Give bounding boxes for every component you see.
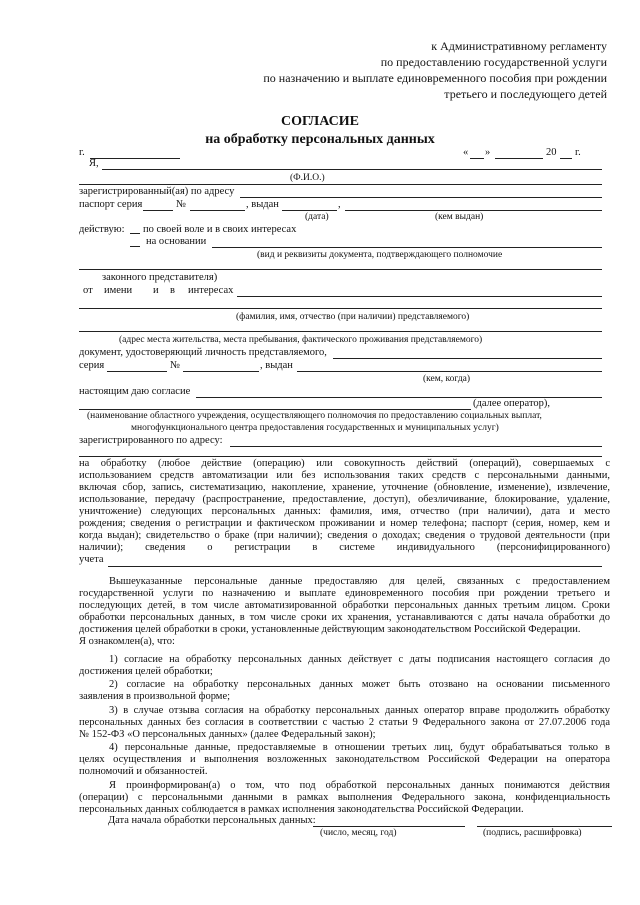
page-subtitle: на обработку персональных данных <box>205 132 435 147</box>
year-suffix: г. <box>575 147 581 158</box>
date-caption: (дата) <box>305 212 329 222</box>
header-line-1: к Административному регламенту <box>431 39 607 53</box>
fio-field[interactable] <box>102 169 602 170</box>
purpose-line: последующих детей, в том числе автоматизированной обработки персональных данных третьим лицом. Сроки <box>79 600 610 611</box>
informed-paragraph <box>79 780 610 816</box>
registered-at-label: зарегистрированного по адресу: <box>79 435 223 446</box>
operator-address-field-2[interactable] <box>79 456 602 457</box>
date-quote-close: » <box>485 147 491 158</box>
rep-issued-label: , выдан <box>260 360 293 371</box>
basis-document-field[interactable] <box>212 247 602 248</box>
on-basis-checkbox[interactable] <box>130 246 140 247</box>
item-3-line: № 152-ФЗ «О персональных данных» (далее Федеральный закон); <box>79 729 376 740</box>
passport-number-field[interactable] <box>190 210 245 211</box>
item-3-line: персональных данных без согласия в соответствии с частью 2 статьи 9 Федерального закона от 27.07.2006 года <box>79 717 610 728</box>
item-1-line: 1) согласие на обработку персональных данных действует с даты подписания настоящего согласия до <box>109 654 610 665</box>
represented-name-field[interactable] <box>237 296 602 297</box>
informed-line: персональных данных соблюдается в рамках исполнения законодательства Российской Федерации. <box>79 804 524 815</box>
basis-document-field-2[interactable] <box>79 269 602 270</box>
accounting-field[interactable] <box>108 566 602 567</box>
i-label: Я, <box>89 158 99 169</box>
operator-address-field[interactable] <box>230 446 602 447</box>
item-3-line: 3) в случае отзыва согласия на обработку персональных данных оператор вправе продолжить обработку <box>109 705 610 716</box>
header-line-2: по предоставлению государственной услуги <box>380 55 607 69</box>
year-prefix: 20 <box>546 147 557 158</box>
in-interests-4: в <box>170 285 175 296</box>
issued-by-caption: (кем выдан) <box>435 212 484 222</box>
purpose-line: достижения целей обработки в сроки, установленные действующим законодательством Российской Федерации. <box>79 624 581 635</box>
own-will-label: по своей воле и в своих интересах <box>143 224 297 235</box>
purpose-line: обработки персональных данных, в том числе сроки их хранения, устанавливаются с даты начала обработки до <box>79 612 610 623</box>
header-line-3: по назначению и выплате единовременного пособия при рождении <box>263 71 607 85</box>
rep-number-field[interactable] <box>183 371 259 372</box>
rep-document-field[interactable] <box>333 358 602 359</box>
processing-line: включая сбор, запись, систематизацию, накопление, хранение, уточнение (обновление, изменение), извлечение, <box>79 482 610 493</box>
purpose-paragraph <box>79 576 610 648</box>
item-1 <box>79 654 610 678</box>
passport-series-label: паспорт серия <box>79 199 143 210</box>
who-when-caption: (кем, когда) <box>423 374 471 384</box>
on-basis-label: на основании <box>146 236 207 247</box>
informed-line: (операции) с персональными данными в рамках выполнения Федерального закона, конфиденциальность <box>79 792 610 803</box>
processing-line: учета <box>79 554 104 565</box>
in-interests-5: интересах <box>188 285 234 296</box>
item-2-line: заявления в произвольной форме; <box>79 691 231 702</box>
comma-separator: , <box>338 199 341 210</box>
in-interests-3: и <box>153 285 159 296</box>
item-4-line: целях осуществления и выполнения возложенных законодательством Российской Федерации на оператора <box>79 754 610 765</box>
header-line-4: третьего и последующего детей <box>444 87 607 101</box>
document-caption: (вид и реквизиты документа, подтверждающего полномочие <box>257 250 503 260</box>
represented-caption: (фамилия, имя, отчество (при наличии) представляемого) <box>236 312 470 322</box>
page-title: СОГЛАСИЕ <box>281 114 359 129</box>
fio-caption: (Ф.И.О.) <box>290 173 325 183</box>
item-1-line: достижения целей обработки; <box>79 666 213 677</box>
passport-number-label: № <box>176 199 187 210</box>
passport-series-field[interactable] <box>143 210 173 211</box>
represented-name-field-2[interactable] <box>79 308 602 309</box>
processing-line: наличии); сведения о регистрации в системе индивидуального (персонифицированного) <box>79 542 610 553</box>
processing-paragraph <box>79 458 610 566</box>
in-interests-2: имени <box>104 285 133 296</box>
processing-line: на обработку (любое действие (операцию) или совокупность действий (операций), совершаемых с <box>79 458 610 469</box>
item-2 <box>79 679 610 703</box>
processing-line: уничтожение) следующих персональных данных: фамилия, имя, отчество (при наличии), дата и место <box>79 506 610 517</box>
fio-field-2[interactable] <box>79 184 602 185</box>
org-caption-1: (наименование областного учреждения, осуществляющего полномочия по предоставлению социальных выплат, <box>87 411 542 421</box>
rep-issued-field[interactable] <box>297 371 602 372</box>
processing-line: когда выдан); свидетельство о браке (при наличии); сведения о доходах; сведения о трудовой деятельности (при <box>79 530 610 541</box>
item-4 <box>79 742 610 778</box>
item-4-line: 4) персональные данные, предоставляемые в отношении третьих лиц, будут обрабатываться только в <box>109 742 610 753</box>
city-field[interactable] <box>90 158 180 159</box>
processing-line: использование, передачу (распространение, предоставление, доступ), обезличивание, блокирование, удаление, <box>79 494 610 505</box>
purpose-line: государственной услуги по назначению и выплате единовременного пособия при рождении третьего и <box>79 588 610 599</box>
address-field[interactable] <box>240 197 602 198</box>
rep-document-label: документ, удостоверяющий личность представляемого, <box>79 347 327 358</box>
processing-line: рождения; сведения о регистрации и фактическом проживании и номер телефона; паспорт (серия, номер, кем и <box>79 518 610 529</box>
legal-rep-label: законного представителя) <box>102 272 218 283</box>
issued-label: , выдан <box>246 199 279 210</box>
year-field[interactable] <box>560 158 572 159</box>
org-caption-2: многофункционального центра предоставления государственных и муниципальных услуг) <box>131 423 499 433</box>
acquainted-label: Я ознакомлен(а), что: <box>79 636 175 647</box>
item-3 <box>79 705 610 741</box>
registered-label: зарегистрированный(ая) по адресу <box>79 186 235 197</box>
informed-line: Я проинформирован(а) о том, что под обработкой персональных данных понимаются действия <box>109 780 610 791</box>
operator-suffix: (далее оператор), <box>473 398 551 409</box>
acting-label: действую: <box>79 224 125 235</box>
signature-caption: (подпись, расшифровка) <box>483 828 582 838</box>
represented-address-field[interactable] <box>79 331 602 332</box>
item-4-line: полномочий и обязанностей. <box>79 766 208 777</box>
date-format-caption: (число, месяц, год) <box>320 828 397 838</box>
processing-line: использованием средств автоматизации или без использования таких средств с персональными данными, <box>79 470 610 481</box>
own-will-checkbox[interactable] <box>130 233 140 234</box>
city-prefix: г. <box>79 147 85 158</box>
rep-series-field[interactable] <box>107 371 167 372</box>
purpose-line: Вышеуказанные персональные данные предоставляю для целей, связанных с предоставлением <box>109 576 610 587</box>
series-label: серия <box>79 360 105 371</box>
in-interests-1: от <box>83 285 93 296</box>
item-2-line: 2) согласие на обработку персональных данных может быть отозвано на основании письменного <box>109 679 610 690</box>
date-quote-open: « <box>463 147 469 158</box>
consent-given-label: настоящим даю согласие <box>79 386 191 397</box>
rep-number-label: № <box>170 360 181 371</box>
month-field[interactable] <box>495 158 543 159</box>
day-field[interactable] <box>470 158 484 159</box>
start-date-label: Дата начала обработки персональных данных: <box>108 815 316 826</box>
address-caption: (адрес места жительства, места пребывания, фактического проживания представляемого) <box>119 335 483 345</box>
